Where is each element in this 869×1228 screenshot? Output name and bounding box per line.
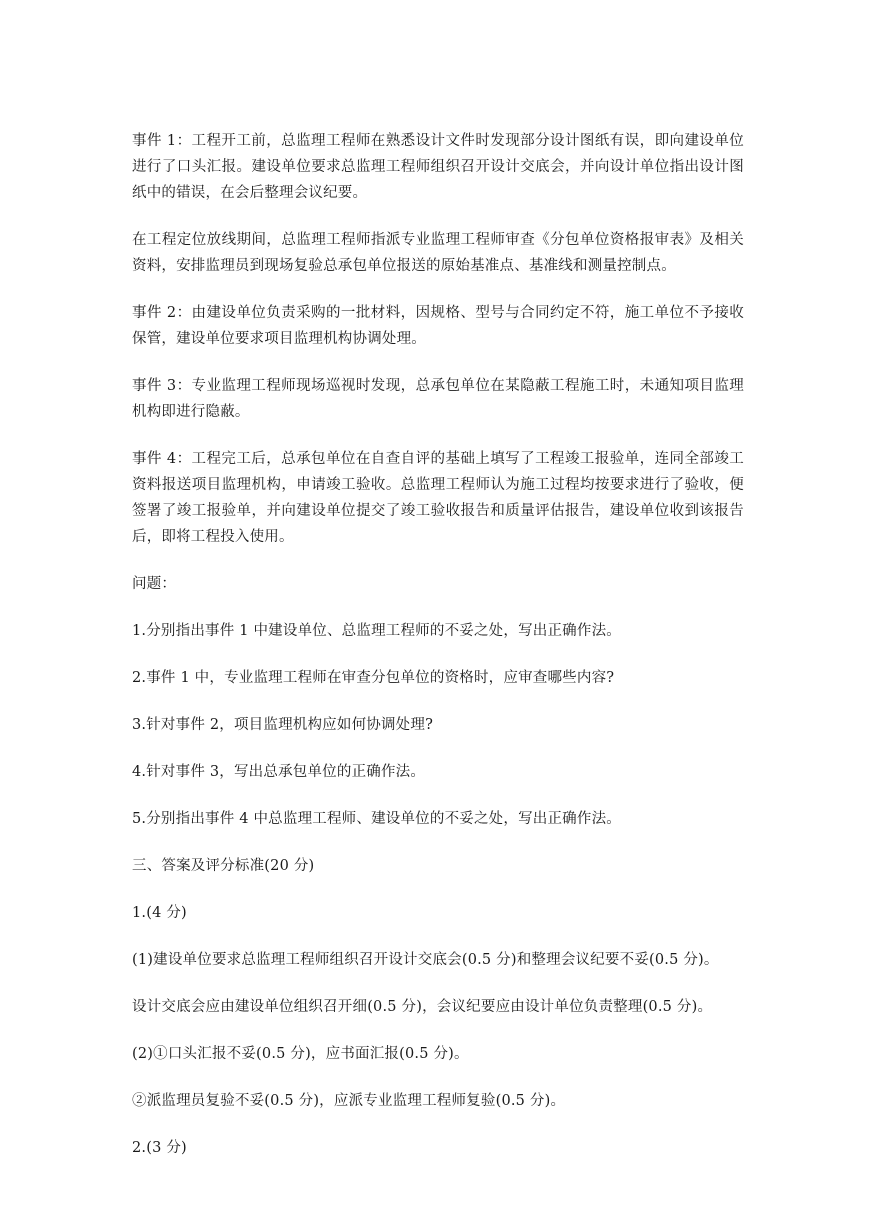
paragraph-positioning: 在工程定位放线期间，总监理工程师指派专业监理工程师审查《分包单位资格报审表》及相关资料，安排监理员到现场复验总承包单位报送的原始基准点、基准线和测量控制点。 xyxy=(132,232,744,274)
answer-1-part-1: (1)建设单位要求总监理工程师组织召开设计交底会(0.5 分)和整理会议纪要不妥(0.5 分)。 xyxy=(132,952,719,968)
paragraph-event-4: 事件 4：工程完工后，总承包单位在自查自评的基础上填写了工程竣工报验单，连同全部竣工资料报送项目监理机构，申请竣工验收。总监理工程师认为施工过程均按要求进行了验收，便签署了竣工报验单，并向建设单位提交了竣工验收报告和质量评估报告，建设单位收到该报告后，即将工程投入使用。 xyxy=(132,451,744,545)
answer-1-heading: 1.(4 分) xyxy=(132,905,187,921)
answer-1-part-2a: (2)①口头汇报不妥(0.5 分)，应书面汇报(0.5 分)。 xyxy=(132,1046,469,1062)
question-3: 3.针对事件 2，项目监理机构应如何协调处理? xyxy=(132,717,434,733)
paragraph-event-2: 事件 2：由建设单位负责采购的一批材料，因规格、型号与合同约定不符，施工单位不予接收保管，建设单位要求项目监理机构协调处理。 xyxy=(132,305,744,347)
questions-heading: 问题： xyxy=(132,576,177,592)
answers-heading: 三、答案及评分标准(20 分) xyxy=(132,858,315,874)
question-5: 5.分别指出事件 4 中总监理工程师、建设单位的不妥之处，写出正确作法。 xyxy=(132,811,621,827)
paragraph-event-3: 事件 3：专业监理工程师现场巡视时发现，总承包单位在某隐蔽工程施工时，未通知项目监理机构即进行隐蔽。 xyxy=(132,378,744,420)
question-4: 4.针对事件 3，写出总承包单位的正确作法。 xyxy=(132,764,426,780)
answer-2-heading: 2.(3 分) xyxy=(132,1140,187,1156)
document-page xyxy=(132,128,744,1182)
paragraph-event-1: 事件 1：工程开工前，总监理工程师在熟悉设计文件时发现部分设计图纸有误，即向建设单位进行了口头汇报。建设单位要求总监理工程师组织召开设计交底会，并向设计单位指出设计图纸中的错误，在会后整理会议纪要。 xyxy=(132,133,744,201)
answer-1-part-1-detail: 设计交底会应由建设单位组织召开细(0.5 分)，会议纪要应由设计单位负责整理(0.5 分)。 xyxy=(132,999,713,1015)
question-1: 1.分别指出事件 1 中建设单位、总监理工程师的不妥之处，写出正确作法。 xyxy=(132,623,621,639)
question-2: 2.事件 1 中，专业监理工程师在审查分包单位的资格时，应审查哪些内容? xyxy=(132,670,615,686)
answer-1-part-2b: ②派监理员复验不妥(0.5 分)，应派专业监理工程师复验(0.5 分)。 xyxy=(132,1093,566,1109)
